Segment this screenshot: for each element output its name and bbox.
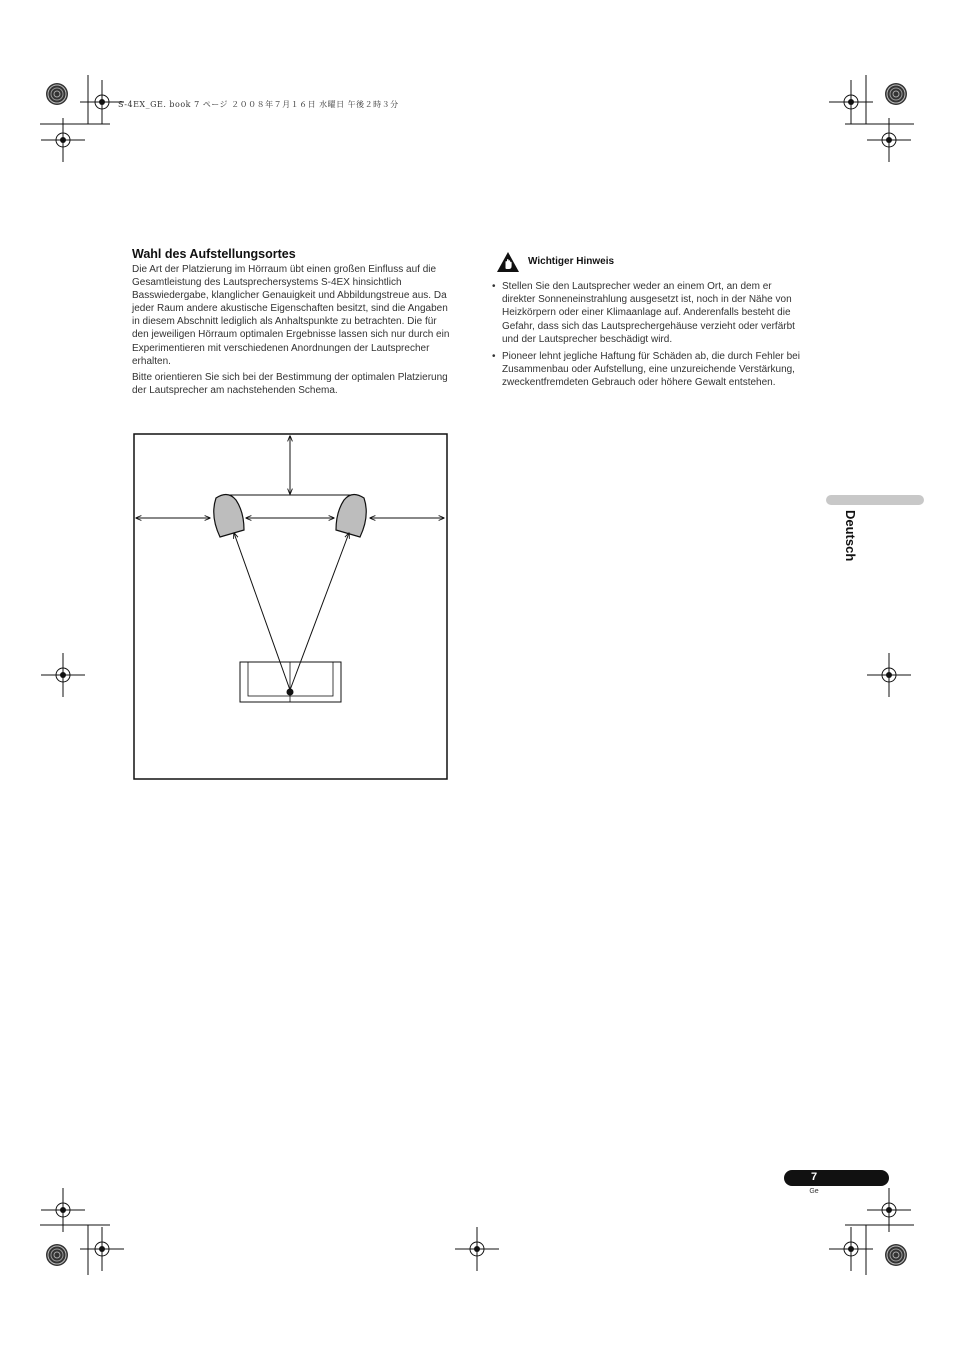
language-tab-bar xyxy=(826,495,924,505)
warning-hand-icon xyxy=(496,251,520,273)
notice-title: Wichtiger Hinweis xyxy=(528,256,615,267)
notice-bullet: • Pioneer lehnt jegliche Haftung für Schäden ab, die durch Fehler bei Zusammenbau oder Aufstellung, eine unzureichende Verstärkung, zweckentfremdeten Gebrauch oder höhere Gewalt entstehen. xyxy=(492,351,800,389)
listening-sofa xyxy=(240,662,341,702)
notice-bullet-list xyxy=(490,280,800,394)
schema-reference-paragraph: Bitte orientieren Sie sich bei der Bestimmung der optimalen Platzierung der Lautsprecher am nachstehenden Schema. xyxy=(132,372,448,397)
right-listening-line xyxy=(290,533,349,690)
intro-paragraph: Die Art der Platzierung im Hörraum übt einen großen Einfluss auf die Gesamtleistung des Lautsprechersystems S-4EX hinsichtlich Basswiedergabe, klanglicher Genauigkeit und Abbildungstreue aus. Da jeder Raum andere akustische Eigenschaften besitzt, sind die Angaben in diesem Abschnitt lediglich als Anhaltspunkte zu betrachten. Die für den jeweiligen Hörraum optimalen Ergebnisse lassen sich nur durch ein Experimentieren mit verschiedenen Anordnungen der Lautsprecher erhalten. xyxy=(132,264,450,367)
right-speaker xyxy=(336,494,366,537)
listening-position-dot xyxy=(287,689,294,696)
section-title: Wahl des Aufstellungsortes xyxy=(132,247,296,261)
page-number: 7 xyxy=(810,1171,818,1183)
left-listening-line xyxy=(234,533,290,690)
page-language-code: Ge xyxy=(809,1188,819,1195)
left-speaker xyxy=(214,494,244,537)
language-label: Deutsch xyxy=(843,510,858,562)
speaker-placement-diagram xyxy=(130,420,450,782)
book-file-header: S-4EX_GE. book 7 ページ ２００８年７月１６日 水曜日 午後２時３分 xyxy=(118,100,399,109)
notice-bullet: • Stellen Sie den Lautsprecher weder an einem Ort, an dem er direkter Sonneneinstrahlung ausgesetzt ist, noch in der Nähe von Heizkörpern oder einer Klimaanlage auf. Anderenfalls besteht die Gefahr, dass sich das Lautsprechergehäuse verzieht oder verfärbt und der Lautsprecher beschädigt wird. xyxy=(492,281,795,345)
